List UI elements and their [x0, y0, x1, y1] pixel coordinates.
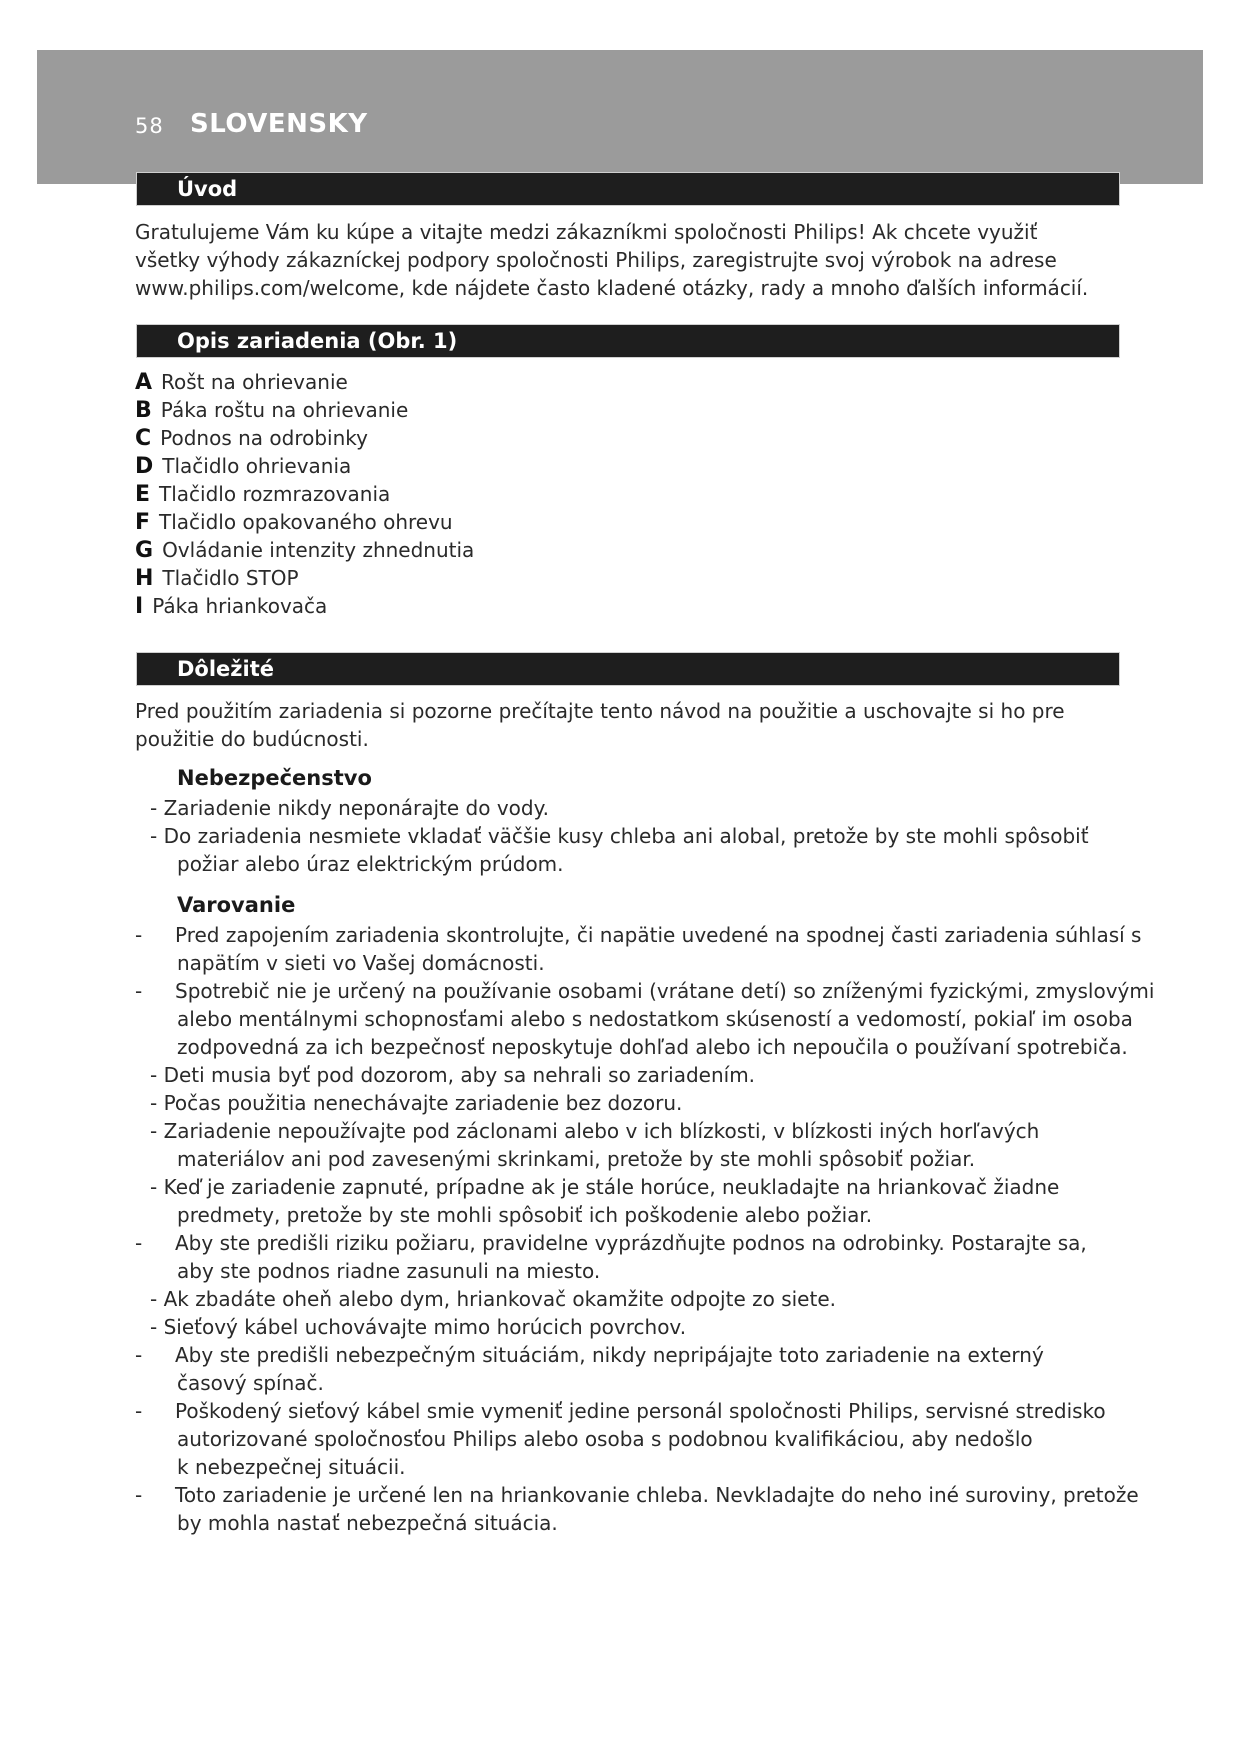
list-item [135, 368, 474, 396]
list-item [135, 396, 474, 424]
bullet-line: časový spínač. [177, 1371, 324, 1395]
part-label: Rošt na ohrievanie [161, 370, 348, 394]
part-letter: C [135, 426, 152, 451]
bullet-line: Toto zariadenie je určené len na hriankovanie chleba. Nevkladajte do neho iné suroviny, pretože [175, 1483, 1139, 1507]
part-letter: B [135, 398, 152, 423]
section-heading-important [136, 652, 1120, 686]
danger-heading: Nebezpečenstvo [177, 766, 372, 790]
bullet-line: - Keď je zariadenie zapnuté, prípadne ak je stále horúce, neukladajte na hriankovač žiadne [150, 1175, 1060, 1199]
list-item [135, 564, 474, 592]
part-letter: G [135, 538, 154, 563]
part-letter: D [135, 454, 154, 479]
paragraph-line: Pred použitím zariadenia si pozorne prečítajte tento návod na použitie a uschovajte si ho pre [135, 699, 1065, 723]
dash-marker: - [135, 923, 143, 947]
part-label: Tlačidlo ohrievania [162, 454, 352, 478]
list-item [135, 424, 474, 452]
bullet-line: alebo mentálnymi schopnosťami alebo s nedostatkom skúseností a vedomostí, pokiaľ im osoba [177, 1007, 1133, 1031]
section-heading-description [136, 324, 1120, 358]
bullet-line: materiálov ani pod zavesenými skrinkami, pretože by ste mohli spôsobiť požiar. [177, 1147, 976, 1171]
bullet-line: - Deti musia byť pod dozorom, aby sa nehrali so zariadením. [150, 1063, 756, 1087]
section-title: Úvod [177, 177, 238, 201]
list-item [150, 1173, 1059, 1229]
bullet-line: predmety, pretože by ste mohli spôsobiť ich poškodenie alebo požiar. [177, 1203, 873, 1227]
page-header [37, 50, 1203, 184]
parts-list [135, 368, 474, 620]
list-item [135, 452, 474, 480]
part-label: Podnos na odrobinky [160, 426, 368, 450]
paragraph-line: všetky výhody zákazníckej podpory spoločnosti Philips, zaregistrujte svoj výrobok na adrese [135, 248, 1057, 272]
paragraph-line: Gratulujeme Vám ku kúpe a vitajte medzi zákazníkmi spoločnosti Philips! Ak chcete využiť [135, 220, 1038, 244]
dash-marker: - [135, 979, 143, 1003]
part-label: Tlačidlo opakovaného ohrevu [159, 510, 453, 534]
bullet-line: napätím v sieti vo Vašej domácnosti. [177, 951, 545, 975]
list-item [150, 1089, 682, 1117]
list-item [135, 977, 1154, 1061]
list-item [135, 1341, 1044, 1397]
part-label: Ovládanie intenzity zhnednutia [162, 538, 475, 562]
bullet-line: Aby ste predišli nebezpečným situáciám, nikdy nepripájajte toto zariadenie na externý [175, 1343, 1044, 1367]
part-letter: I [135, 594, 144, 619]
part-label: Páka hriankovača [152, 594, 328, 618]
list-item [135, 480, 474, 508]
bullet-line: Spotrebič nie je určený na používanie osobami (vrátane detí) so zníženými fyzickými, zmyslovými [175, 979, 1155, 1003]
section-title: Dôležité [177, 657, 275, 681]
bullet-line: zodpovedná za ich bezpečnosť neposkytuje dohľad alebo ich nepoučila o používaní spotrebiča. [177, 1035, 1128, 1059]
part-label: Tlačidlo rozmrazovania [159, 482, 391, 506]
dash-marker: - [135, 1343, 143, 1367]
section-heading-intro [136, 172, 1120, 206]
list-item [135, 508, 474, 536]
list-item [135, 921, 1141, 977]
bullet-line: - Zariadenie nikdy neponárajte do vody. [150, 796, 549, 820]
list-item [150, 822, 1089, 878]
list-item [135, 1397, 1106, 1481]
paragraph-line: použitie do budúcnosti. [135, 727, 369, 751]
bullet-line: by mohla nastať nebezpečná situácia. [177, 1511, 558, 1535]
list-item [150, 1285, 836, 1313]
page-number: 58 [135, 114, 164, 138]
bullet-line: aby ste podnos riadne zasunuli na miesto. [177, 1259, 601, 1283]
bullet-line: - Počas použitia nenechávajte zariadenie bez dozoru. [150, 1091, 683, 1115]
dash-marker: - [135, 1231, 143, 1255]
bullet-line: Aby ste predišli riziku požiaru, pravidelne vyprázdňujte podnos na odrobinky. Postarajte sa, [175, 1231, 1087, 1255]
section-title: Opis zariadenia (Obr. 1) [177, 329, 458, 353]
bullet-line: - Do zariadenia nesmiete vkladať väčšie kusy chleba ani alobal, pretože by ste mohli spôsobiť [150, 824, 1089, 848]
list-item [150, 1061, 755, 1089]
language-title: SLOVENSKY [190, 109, 368, 139]
list-item [135, 1481, 1139, 1537]
part-label: Páka roštu na ohrievanie [160, 398, 409, 422]
bullet-line: Pred zapojením zariadenia skontrolujte, či napätie uvedené na spodnej časti zariadenia súhlasí s [175, 923, 1142, 947]
part-letter: A [135, 370, 153, 395]
intro-paragraph [135, 218, 1088, 302]
part-letter: E [135, 482, 151, 507]
dash-marker: - [135, 1399, 143, 1423]
part-letter: F [135, 510, 151, 535]
bullet-line: autorizované spoločnosťou Philips alebo osoba s podobnou kvalifikáciou, aby nedošlo [177, 1427, 1033, 1451]
dash-marker: - [135, 1483, 143, 1507]
paragraph-line: www.philips.com/welcome, kde nájdete často kladené otázky, rady a mnoho ďalších informácií. [135, 276, 1089, 300]
bullet-line: požiar alebo úraz elektrickým prúdom. [177, 852, 564, 876]
warning-heading: Varovanie [177, 893, 296, 917]
list-item [150, 1117, 1039, 1173]
bullet-line: Poškodený sieťový kábel smie vymeniť jedine personál spoločnosti Philips, servisné stredisko [175, 1399, 1106, 1423]
list-item [150, 1313, 686, 1341]
list-item [135, 1229, 1087, 1285]
bullet-line: k nebezpečnej situácii. [177, 1455, 406, 1479]
list-item [135, 536, 474, 564]
bullet-line: - Zariadenie nepoužívajte pod záclonami alebo v ich blízkosti, v blízkosti iných horľavých [150, 1119, 1040, 1143]
list-item [135, 592, 474, 620]
bullet-line: - Sieťový kábel uchovávajte mimo horúcich povrchov. [150, 1315, 687, 1339]
part-label: Tlačidlo STOP [162, 566, 299, 590]
part-letter: H [135, 566, 154, 591]
bullet-line: - Ak zbadáte oheň alebo dym, hriankovač okamžite odpojte zo siete. [150, 1287, 836, 1311]
list-item [150, 794, 549, 822]
important-paragraph [135, 697, 1065, 753]
